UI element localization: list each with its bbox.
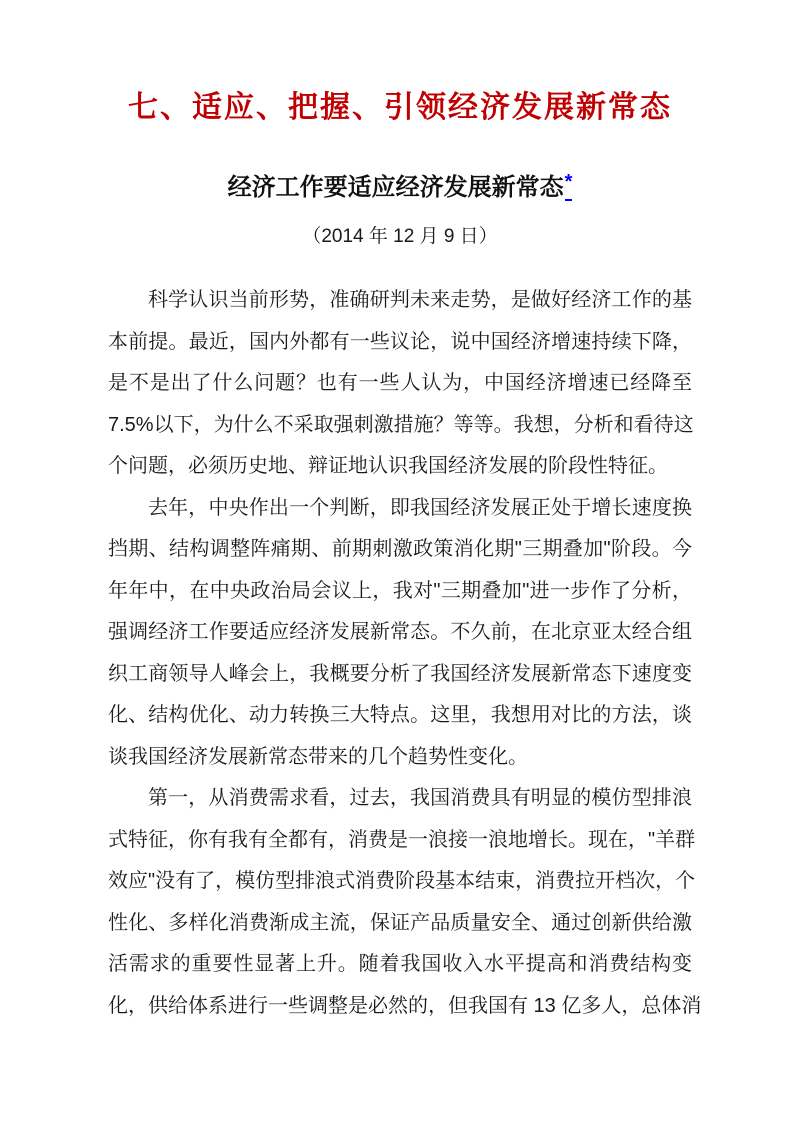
text-line: 化，供给体系进行一些调整是必然的，但我国有 13 亿多人，总体消: [108, 994, 702, 1017]
article-body: [108, 280, 702, 1027]
text-line: 织工商领导人峰会上，我概要分析了我国经济发展新常态下速度变: [108, 662, 692, 685]
text-line: 活需求的重要性显著上升。随着我国收入水平提高和消费结构变: [108, 953, 692, 975]
text-line: 效应"没有了，模仿型排浪式消费阶段基本结束，消费拉开档次，个: [108, 870, 696, 892]
text-line: 科学认识当前形势，准确研判未来走势，是做好经济工作的基: [148, 289, 692, 311]
article-title: [0, 170, 800, 206]
article-title-text: 经济工作要适应经济发展新常态: [227, 174, 564, 201]
footnote-reference-link[interactable]: [564, 171, 573, 201]
text-line: 挡期、结构调整阵痛期、前期刺激政策消化期"三期叠加"阶段。今: [108, 538, 692, 560]
text-line: 去年，中央作出一个判断，即我国经济发展正处于增长速度换: [148, 496, 692, 519]
text-line: 本前提。最近，国内外都有一些议论，说中国经济增速持续下降，: [108, 330, 692, 353]
text-line: 第一，从消费需求看，过去，我国消费具有明显的模仿型排浪: [148, 787, 692, 809]
paragraph-1: [108, 280, 692, 488]
paragraph-2: [108, 488, 692, 779]
paragraph-3: [108, 778, 702, 1027]
text-line: 个问题，必须历史地、辩证地认识我国经济发展的阶段性特征。: [108, 455, 668, 477]
text-line: 式特征，你有我有全都有，消费是一浪接一浪地增长。现在，"羊群: [108, 828, 696, 851]
text-line: 年年中，在中央政治局会议上，我对"三期叠加"进一步作了分析，: [108, 579, 692, 602]
text-line: 强调经济工作要适应经济发展新常态。不久前，在北京亚太经合组: [108, 621, 692, 643]
text-line: 谈我国经济发展新常态带来的几个趋势性变化。: [108, 745, 528, 768]
text-line: 性化、多样化消费渐成主流，保证产品质量安全、通过创新供给激: [108, 911, 692, 934]
text-line: 7.5%以下，为什么不采取强刺激措施？等等。我想，分析和看待这: [108, 413, 694, 436]
text-line: 是不是出了什么问题？也有一些人认为，中国经济增速已经降至: [108, 372, 692, 394]
footnote-asterisk: *: [564, 171, 573, 193]
text-line: 化、结构优化、动力转换三大特点。这里，我想用对比的方法，谈: [108, 704, 692, 726]
chapter-title: 七、适应、把握、引领经济发展新常态: [128, 91, 672, 124]
article-date: （2014 年 12 月 9 日）: [302, 226, 498, 247]
